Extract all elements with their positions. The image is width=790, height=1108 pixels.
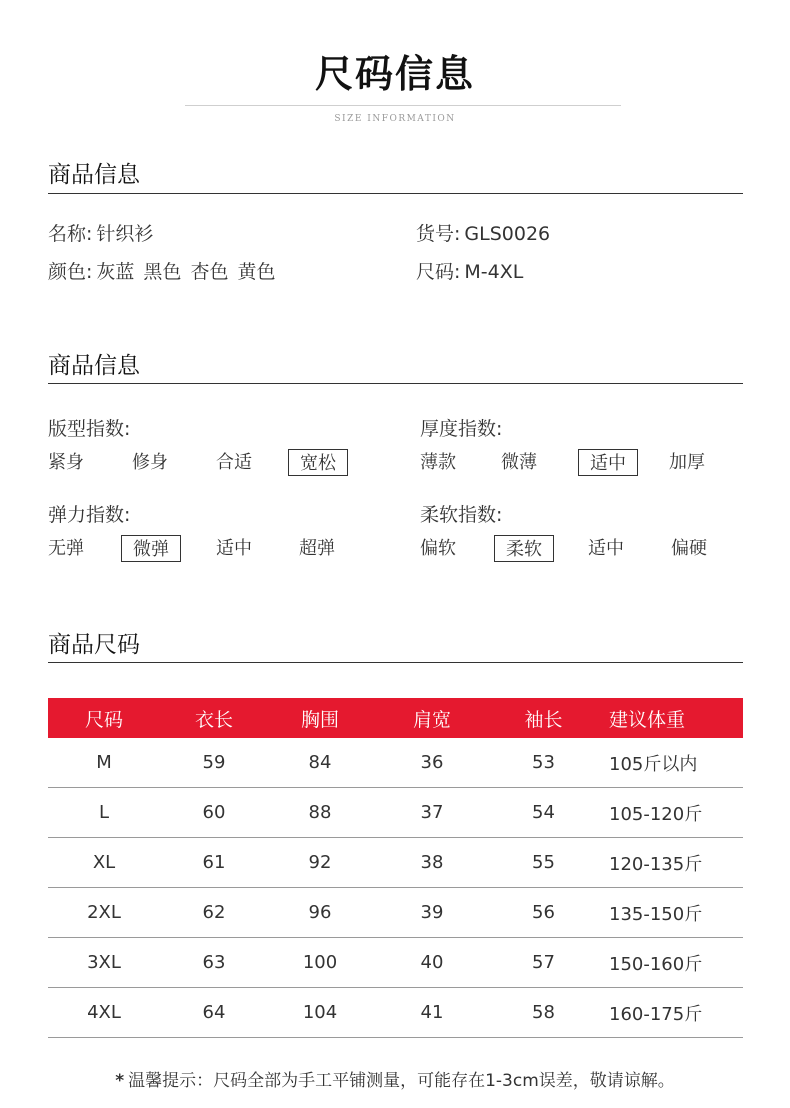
table-cell: 56 (492, 888, 595, 938)
elasticity-option: 适中 (216, 538, 252, 559)
elasticity-option: 超弹 (299, 538, 335, 559)
color-item: 黄色 (237, 261, 276, 283)
table-cell: 100 (268, 938, 372, 988)
table-cell: 60 (160, 788, 268, 838)
table-cell: 120-135斤 (595, 838, 743, 888)
index-info-divider (48, 383, 743, 384)
elasticity-index-label: 弹力指数: (48, 504, 131, 526)
product-name-label: 名称: (48, 223, 93, 245)
table-cell: 4XL (48, 988, 160, 1038)
size-table-header (48, 698, 743, 738)
softness-option-selected: 柔软 (494, 535, 554, 562)
table-cell: 105-120斤 (595, 788, 743, 838)
product-color-label: 颜色: (48, 261, 93, 283)
product-sku-label: 货号: (416, 223, 461, 245)
fit-option: 紧身 (48, 452, 84, 473)
color-item: 黑色 (143, 261, 182, 283)
table-cell: 88 (268, 788, 372, 838)
table-row (48, 888, 743, 938)
table-cell: XL (48, 838, 160, 888)
thickness-option: 薄款 (420, 452, 456, 473)
table-cell: 61 (160, 838, 268, 888)
table-row (48, 988, 743, 1038)
column-header: 尺码 (48, 698, 160, 738)
measurement-note (0, 1068, 790, 1094)
table-row (48, 838, 743, 888)
fit-index-label: 版型指数: (48, 418, 131, 440)
column-header: 袖长 (492, 698, 595, 738)
product-size-value: M-4XL (464, 261, 524, 283)
table-cell: 2XL (48, 888, 160, 938)
page-title: 尺码信息 (314, 52, 475, 96)
softness-option: 适中 (588, 538, 624, 559)
elasticity-option-selected: 微弹 (121, 535, 181, 562)
table-row (48, 738, 743, 788)
table-cell: 37 (372, 788, 492, 838)
table-cell: 92 (268, 838, 372, 888)
product-size-row (416, 259, 523, 285)
table-cell: 41 (372, 988, 492, 1038)
table-cell: 36 (372, 738, 492, 788)
softness-index-label: 柔软指数: (420, 504, 503, 526)
table-row (48, 938, 743, 988)
size-info-divider (48, 662, 743, 663)
table-cell: 150-160斤 (595, 938, 743, 988)
table-cell: 57 (492, 938, 595, 988)
product-name-row (48, 221, 153, 247)
note-star: * (115, 1071, 125, 1091)
note-text: 温馨提示：尺码全部为手工平铺测量，可能存在1-3cm误差，敬请谅解。 (128, 1071, 675, 1091)
product-color-row (48, 259, 284, 285)
table-row (48, 788, 743, 838)
table-cell: M (48, 738, 160, 788)
softness-option: 偏硬 (671, 538, 707, 559)
page-subtitle: SIZE INFORMATION (334, 114, 456, 124)
table-cell: L (48, 788, 160, 838)
table-cell: 104 (268, 988, 372, 1038)
thickness-option: 加厚 (669, 452, 705, 473)
size-table (48, 698, 743, 1038)
color-item: 杏色 (190, 261, 229, 283)
table-cell: 58 (492, 988, 595, 1038)
color-item: 灰蓝 (96, 261, 135, 283)
table-cell: 40 (372, 938, 492, 988)
table-cell: 53 (492, 738, 595, 788)
size-info-heading: 商品尺码 (48, 632, 140, 658)
table-cell: 105斤以内 (595, 738, 743, 788)
softness-option: 偏软 (420, 538, 456, 559)
table-cell: 38 (372, 838, 492, 888)
table-cell: 55 (492, 838, 595, 888)
thickness-index-label: 厚度指数: (420, 418, 503, 440)
index-info-heading: 商品信息 (48, 353, 140, 379)
column-header: 建议体重 (595, 698, 743, 738)
fit-option-selected: 宽松 (288, 449, 348, 476)
table-cell: 96 (268, 888, 372, 938)
column-header: 胸围 (268, 698, 372, 738)
column-header: 衣长 (160, 698, 268, 738)
product-info-heading: 商品信息 (48, 162, 140, 188)
product-sku-value: GLS0026 (464, 223, 551, 245)
table-cell: 3XL (48, 938, 160, 988)
product-name-value: 针织衫 (96, 223, 154, 245)
table-cell: 54 (492, 788, 595, 838)
table-cell: 64 (160, 988, 268, 1038)
thickness-option: 微薄 (501, 452, 537, 473)
product-sku-row (416, 221, 550, 247)
thickness-option-selected: 适中 (578, 449, 638, 476)
table-cell: 160-175斤 (595, 988, 743, 1038)
product-info-divider (48, 193, 743, 194)
table-cell: 59 (160, 738, 268, 788)
table-cell: 39 (372, 888, 492, 938)
table-cell: 84 (268, 738, 372, 788)
column-header: 肩宽 (372, 698, 492, 738)
fit-option: 修身 (132, 452, 168, 473)
title-divider (185, 105, 621, 106)
table-cell: 63 (160, 938, 268, 988)
elasticity-option: 无弹 (48, 538, 84, 559)
fit-option: 合适 (216, 452, 252, 473)
table-cell: 135-150斤 (595, 888, 743, 938)
table-cell: 62 (160, 888, 268, 938)
product-size-label: 尺码: (416, 261, 461, 283)
